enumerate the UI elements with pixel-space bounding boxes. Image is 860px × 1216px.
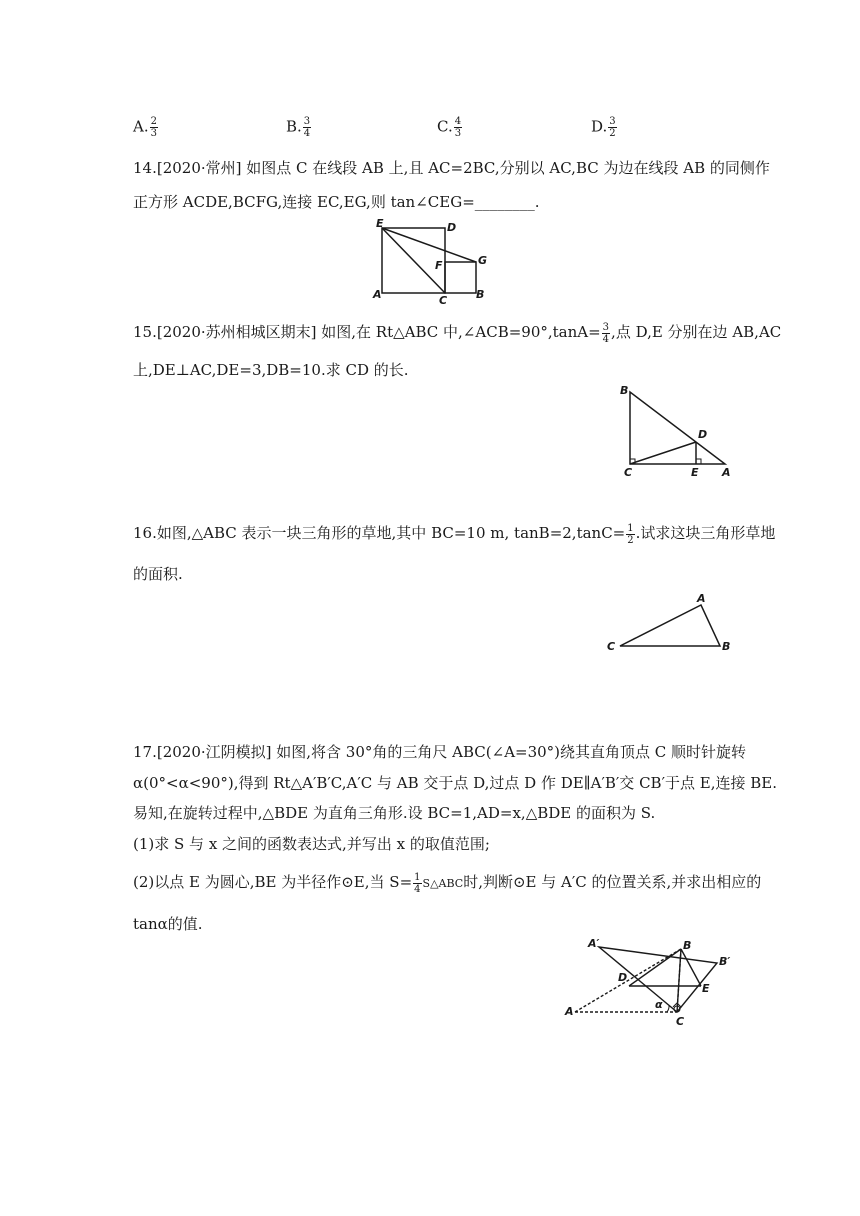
label-c: C bbox=[624, 466, 633, 479]
label-a: A bbox=[697, 592, 706, 605]
square-bcfg bbox=[445, 262, 476, 293]
q16-line1: 16.如图,△ABC 表示一块三角形的草地,其中 BC=10 m, tanB=2,tanC= $\frac{1}{2}$ .试求这块三角形草地 bbox=[133, 522, 776, 546]
q16-line2: 的面积. bbox=[133, 565, 183, 583]
triangle-abc bbox=[620, 605, 720, 646]
q17-line6: tanα的值. bbox=[133, 915, 203, 933]
label-d: D bbox=[447, 221, 457, 234]
label-b: B bbox=[620, 384, 629, 397]
label-alpha: α bbox=[655, 998, 663, 1011]
segment-eg bbox=[382, 228, 476, 262]
choice-b: B. $\frac{3}{4}$ bbox=[286, 116, 311, 139]
q17-line5: (2)以点 E 为圆心,BE 为半径作⊙E,当 S= $\frac{1}{4}$ S△ABC时,判断⊙E 与 A′C 的位置关系,并求出相应的 bbox=[133, 871, 762, 895]
label-b: B bbox=[683, 939, 692, 952]
label-a: A bbox=[722, 466, 731, 479]
label-g: G bbox=[478, 254, 488, 267]
label-e: E bbox=[691, 466, 699, 479]
label-d: D bbox=[698, 428, 708, 441]
segment-be bbox=[681, 949, 701, 986]
label-c: C bbox=[607, 640, 616, 653]
label-a: A bbox=[373, 288, 382, 301]
label-c: C bbox=[676, 1015, 685, 1028]
q15-figure bbox=[618, 384, 738, 478]
choice-d: D. $\frac{3}{2}$ bbox=[591, 116, 616, 139]
q17-line3: 易知,在旋转过程中,△BDE 为直角三角形.设 BC=1,AD=x,△BDE 的面积为 S. bbox=[133, 804, 656, 822]
q14-figure bbox=[372, 217, 492, 307]
label-d: D bbox=[618, 971, 628, 984]
triangle-abc bbox=[630, 392, 725, 464]
choice-c: C. $\frac{4}{3}$ bbox=[437, 116, 462, 139]
q15-line1: 15.[2020·苏州相城区期末] 如图,在 Rt△ABC 中,∠ACB=90°,tanA= $\frac{3}{4}$ ,点 D,E 分别在边 AB,AC bbox=[133, 321, 782, 345]
label-b1: B′ bbox=[719, 955, 731, 968]
q17-figure bbox=[563, 937, 743, 1031]
q15-line2: 上,DE⊥AC,DE=3,DB=10.求 CD 的长. bbox=[133, 361, 409, 379]
label-f: F bbox=[435, 259, 443, 272]
q17-line1: 17.[2020·江阴模拟] 如图,将含 30°角的三角尺 ABC(∠A=30°)绕其直角顶点 C 顺时针旋转 bbox=[133, 743, 747, 761]
q17-line2: α(0°<α<90°),得到 Rt△A′B′C,A′C 与 AB 交于点 D,过点 D 作 DE∥A′B′交 CB′于点 E,连接 BE. bbox=[133, 774, 777, 792]
angle-alpha-arc bbox=[667, 1005, 669, 1012]
label-c: C bbox=[439, 294, 448, 307]
label-a1: A′ bbox=[588, 937, 600, 950]
q14-line1: 14.[2020·常州] 如图点 C 在线段 AB 上,且 AC=2BC,分别以 AC,BC 为边在线段 AB 的同侧作 bbox=[133, 159, 770, 177]
label-e: E bbox=[702, 982, 710, 995]
q16-figure bbox=[604, 590, 734, 654]
label-a: A bbox=[565, 1005, 574, 1018]
label-e: E bbox=[376, 217, 384, 230]
q17-line4: (1)求 S 与 x 之间的函数表达式,并写出 x 的取值范围; bbox=[133, 835, 490, 853]
label-b: B bbox=[722, 640, 731, 653]
choice-a: A. $\frac{2}{3}$ bbox=[133, 116, 157, 139]
segment-cd bbox=[630, 442, 696, 464]
q14-line2: 正方形 ACDE,BCFG,连接 EC,EG,则 tan∠CEG=________. bbox=[133, 193, 540, 211]
label-b: B bbox=[476, 288, 485, 301]
